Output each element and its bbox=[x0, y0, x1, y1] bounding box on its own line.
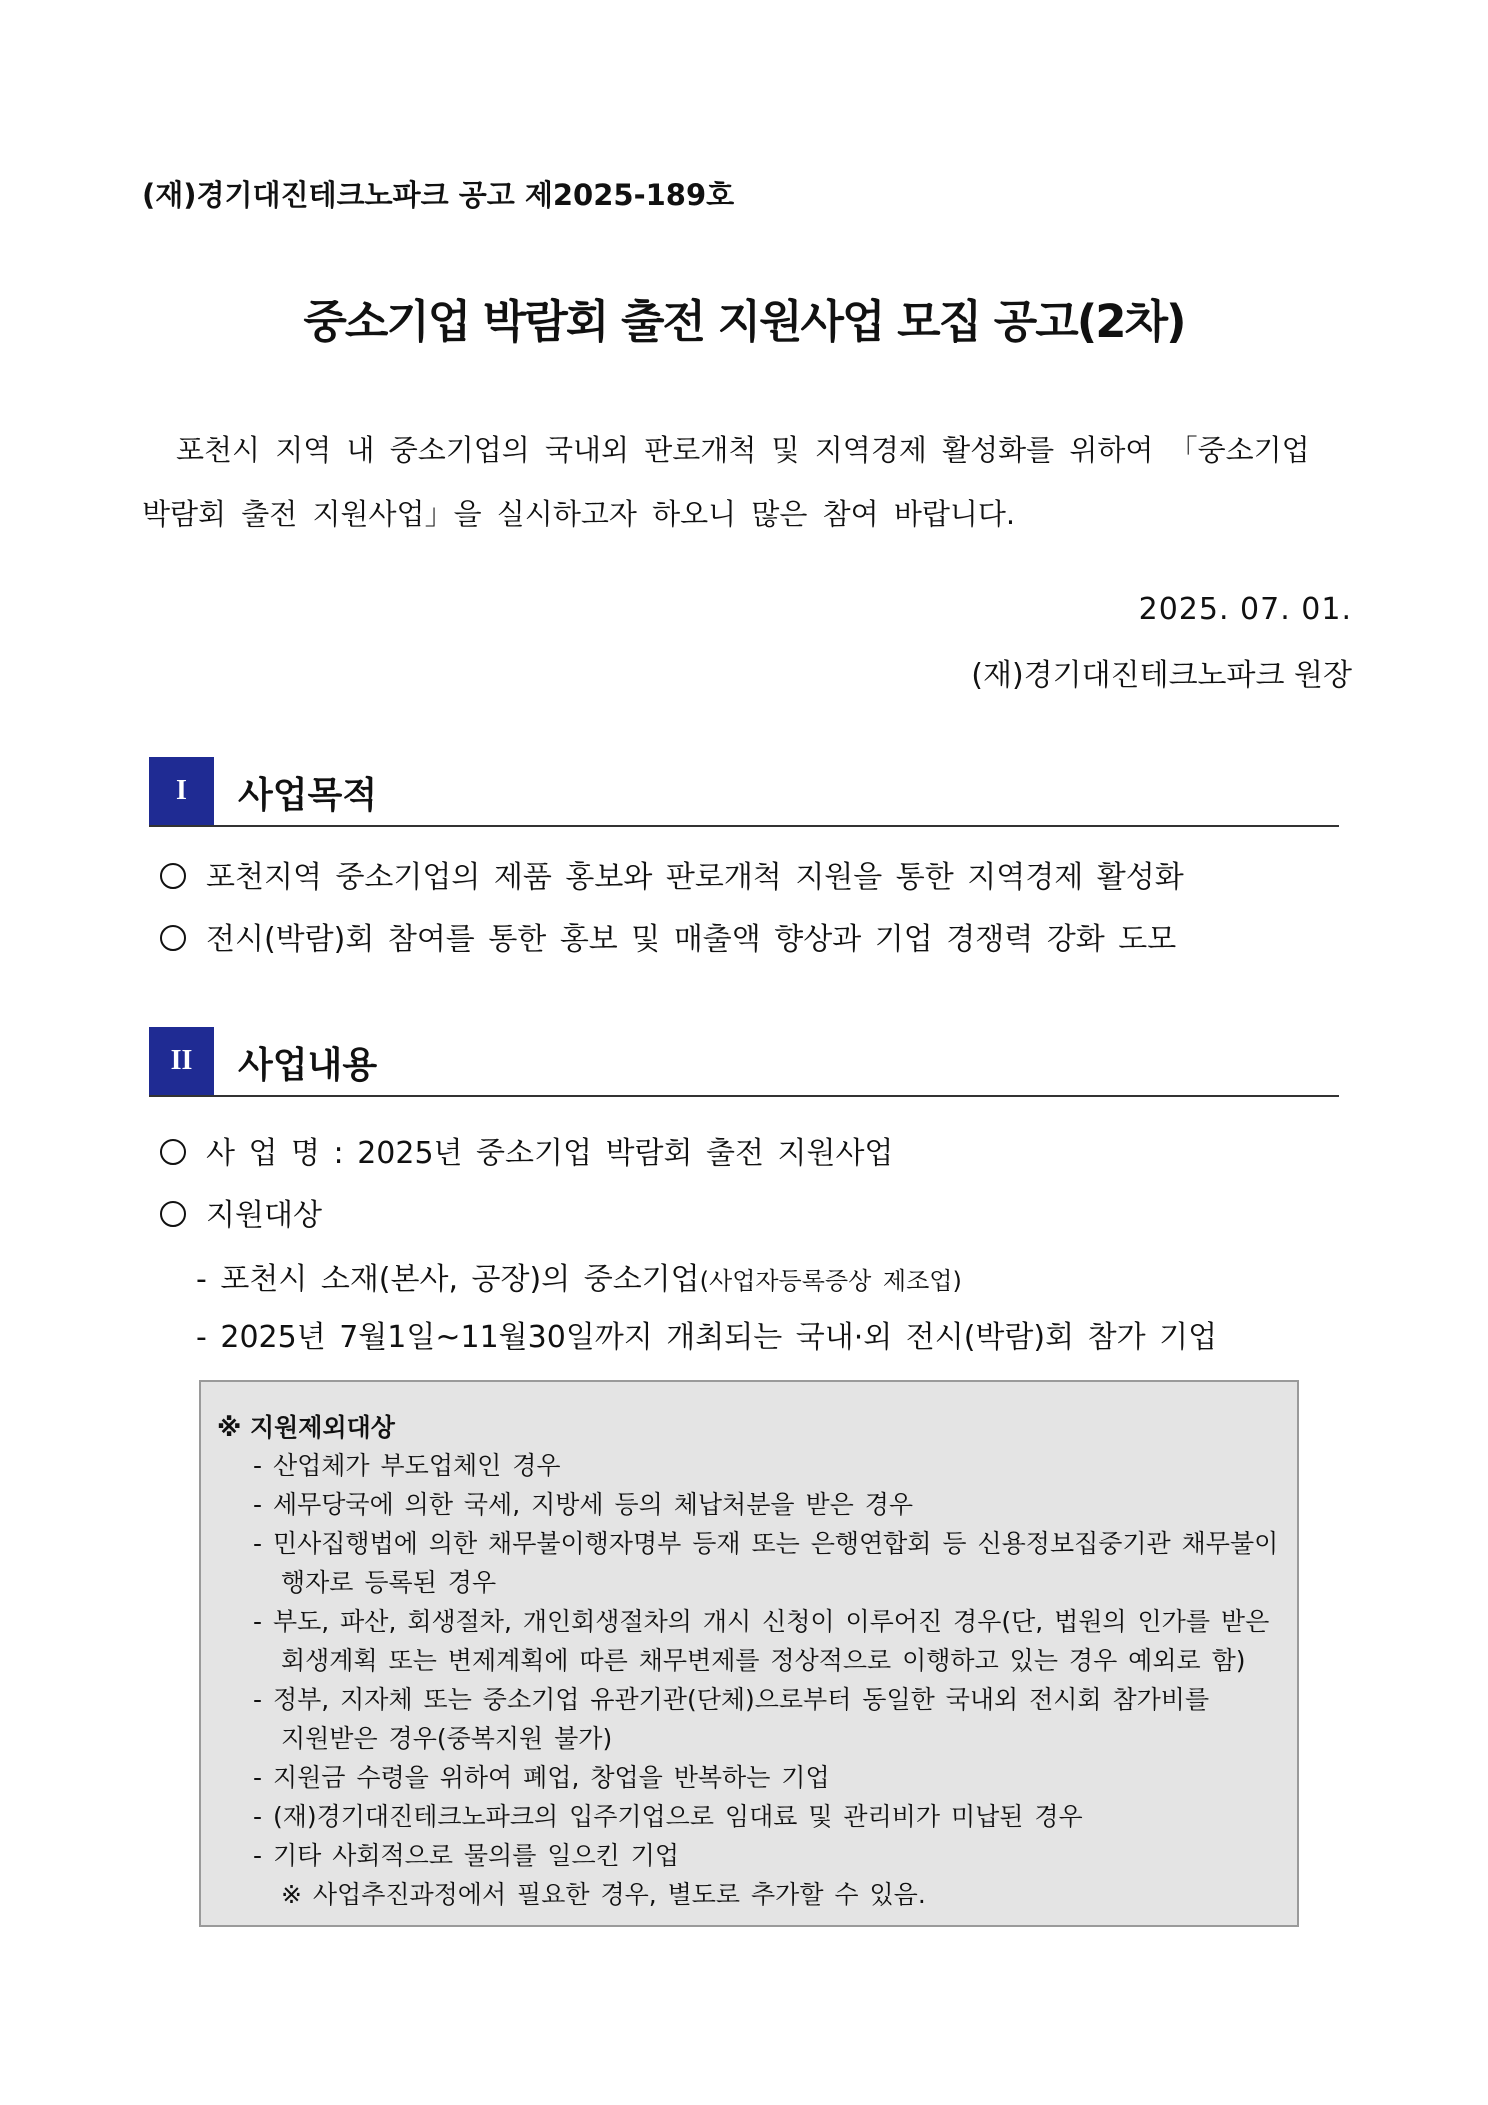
section-header-purpose bbox=[149, 755, 1339, 827]
exclusion-item-continued: 지원받은 경우(중복지원 불가) bbox=[281, 1724, 613, 1753]
bullet-text: 포천지역 중소기업의 제품 홍보와 판로개척 지원을 통한 지역경제 활성화 bbox=[206, 860, 1184, 895]
exclusion-item: - 지원금 수령을 위하여 폐업, 창업을 반복하는 기업 bbox=[253, 1763, 830, 1792]
exclusion-item: - 부도, 파산, 회생절차, 개인회생절차의 개시 신청이 이루어진 경우(단, 법원의 인가를 받은 bbox=[253, 1607, 1270, 1636]
exclusion-footnote: ※ 사업추진과정에서 필요한 경우, 별도로 추가할 수 있음. bbox=[281, 1880, 926, 1909]
intro-paragraph: 포천시 지역 내 중소기업의 국내외 판로개척 및 지역경제 활성화를 위하여 「중소기업 박람회 출전 지원사업」을 실시하고자 하오니 많은 참여 바랍니다. bbox=[142, 433, 1310, 531]
circle-bullet-icon bbox=[160, 925, 186, 951]
target-item bbox=[196, 1312, 1217, 1356]
announcement-date: 2025. 07. 01. bbox=[1138, 592, 1352, 627]
bullet-text: 지원대상 bbox=[206, 1198, 322, 1233]
exclusion-item-continued: 행자로 등록된 경우 bbox=[281, 1568, 497, 1597]
purpose-bullet bbox=[160, 914, 1176, 958]
circle-bullet-icon bbox=[160, 863, 186, 889]
exclusion-item: - 정부, 지자체 또는 중소기업 유관기관(단체)으로부터 동일한 국내외 전시회 참가비를 bbox=[253, 1685, 1210, 1714]
exclusion-item: - 민사집행법에 의한 채무불이행자명부 등재 또는 은행연합회 등 신용정보집중기관 채무불이 bbox=[253, 1529, 1279, 1558]
section-header-content bbox=[149, 1025, 1339, 1097]
exclusion-item-continued: 회생계획 또는 변제계획에 따른 채무변제를 정상적으로 이행하고 있는 경우 예외로 함) bbox=[281, 1646, 1246, 1675]
exclusion-item: - 산업체가 부도업체인 경우 bbox=[253, 1451, 561, 1480]
circle-bullet-icon bbox=[160, 1139, 186, 1165]
notice-number: (재)경기대진테크노파크 공고 제2025-189호 bbox=[142, 178, 735, 212]
target-item-text: - 2025년 7월1일~11월30일까지 개최되는 국내·외 전시(박람)회 참가 기업 bbox=[196, 1320, 1218, 1355]
issuer: (재)경기대진테크노파크 원장 bbox=[971, 658, 1352, 693]
bullet-text: 전시(박람)회 참여를 통한 홍보 및 매출액 향상과 기업 경쟁력 강화 도모 bbox=[206, 922, 1177, 957]
exclusion-box bbox=[199, 1380, 1299, 1927]
section-number-badge: I bbox=[149, 757, 214, 825]
exclusion-title: ※ 지원제외대상 bbox=[217, 1413, 395, 1442]
exclusion-item: - (재)경기대진테크노파크의 입주기업으로 임대료 및 관리비가 미납된 경우 bbox=[253, 1802, 1083, 1831]
section-number-badge: II bbox=[149, 1027, 214, 1095]
target-item-note: (사업자등록증상 제조업) bbox=[699, 1267, 962, 1295]
circle-bullet-icon bbox=[160, 1201, 186, 1227]
target-item-text: - 포천시 소재(본사, 공장)의 중소기업 bbox=[196, 1262, 700, 1297]
target-item bbox=[196, 1254, 962, 1298]
purpose-bullet bbox=[160, 852, 1184, 896]
business-name-bullet bbox=[160, 1128, 893, 1172]
target-bullet bbox=[160, 1190, 322, 1234]
document-title: 중소기업 박람회 출전 지원사업 모집 공고(2차) bbox=[303, 295, 1185, 348]
exclusion-item: - 기타 사회적으로 물의를 일으킨 기업 bbox=[253, 1841, 680, 1870]
section-title: 사업내용 bbox=[238, 1045, 378, 1086]
bullet-text: 사 업 명 : 2025년 중소기업 박람회 출전 지원사업 bbox=[206, 1136, 894, 1171]
exclusion-item: - 세무당국에 의한 국세, 지방세 등의 체납처분을 받은 경우 bbox=[253, 1490, 913, 1519]
section-title: 사업목적 bbox=[238, 775, 378, 816]
